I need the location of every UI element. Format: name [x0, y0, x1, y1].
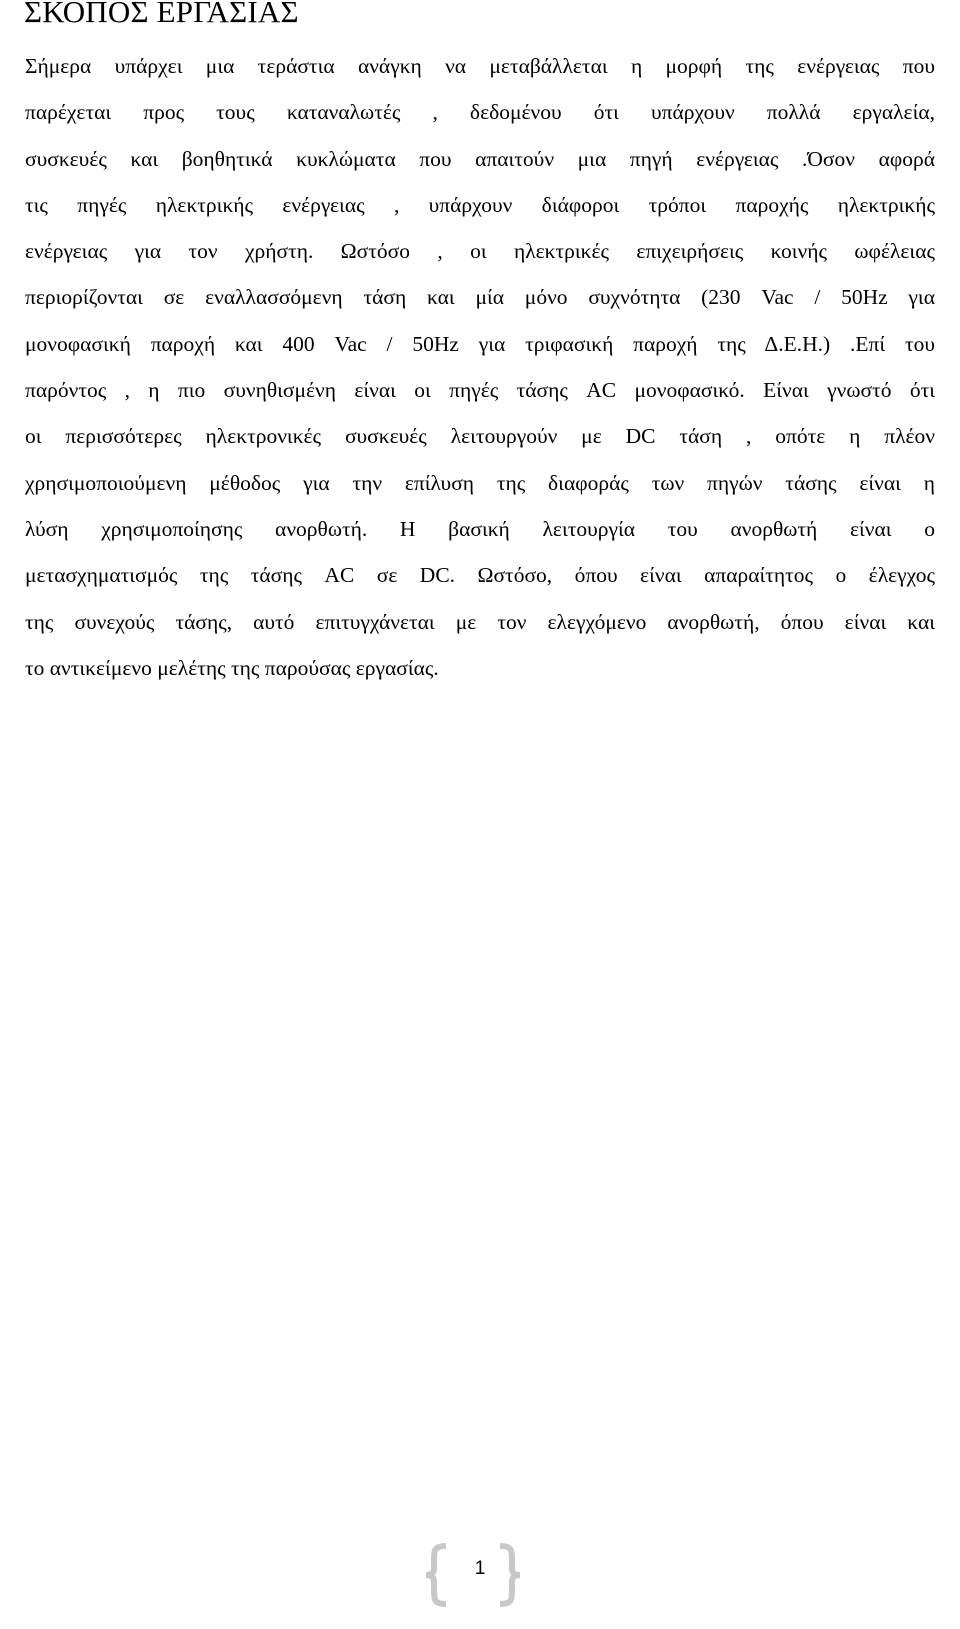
paragraph-line: Σήμερα υπάρχει μια τεράστια ανάγκη να μεταβάλλεται η μορφή της ενέργειας που [25, 54, 935, 78]
body-paragraph [25, 43, 935, 691]
paragraph-line: μετασχηματισμός της τάσης AC σε DC. Ωστόσο, όπου είναι απαραίτητος ο έλεγχος [25, 563, 935, 588]
paragraph-line: ενέργειας για τον χρήστη. Ωστόσο , οι ηλεκτρικές επιχειρήσεις κοινής ωφέλειας [25, 239, 935, 264]
paragraph-line: παρόντος , η πιο συνηθισμένη είναι οι πηγές τάσης AC μονοφασικό. Είναι γνωστό ότι [25, 378, 935, 403]
paragraph-line: χρησιμοποιούμενη μέθοδος για την επίλυση της διαφοράς των πηγών τάσης είναι η [25, 470, 935, 495]
paragraph-line: παρέχεται προς τους καταναλωτές , δεδομένου ότι υπάρχουν πολλά εργαλεία, [25, 100, 935, 125]
page-number: 1 [474, 1558, 486, 1579]
paragraph-line: τις πηγές ηλεκτρικής ενέργειας , υπάρχουν διάφοροι τρόποι παροχής ηλεκτρικής [25, 192, 935, 217]
paragraph-line: συσκευές και βοηθητικά κυκλώματα που απαιτούν μια πηγή ενέργειας .Όσον αφορά [25, 146, 935, 171]
paragraph-line: περιορίζονται σε εναλλασσόμενη τάση και μία μόνο συχνότητα (230 Vac / 50Hz για [25, 285, 935, 310]
paragraph-line: το αντικείμενο μελέτης της παρούσας εργασίας. [25, 655, 439, 680]
paragraph-line: λύση χρησιμοποίησης ανορθωτή. Η βασική λειτουργία του ανορθωτή είναι ο [25, 516, 935, 541]
paragraph-line: της συνεχούς τάσης, αυτό επιτυγχάνεται με τον ελεγχόμενο ανορθωτή, όπου είναι και [25, 609, 935, 634]
paragraph-line: μονοφασική παροχή και 400 Vac / 50Hz για τριφασική παροχή της Δ.Ε.Η.) .Επί του [25, 331, 935, 356]
section-heading: ΣΚΟΠΟΣ ΕΡΓΑΣΙΑΣ [24, 0, 299, 29]
paragraph-line: οι περισσότερες ηλεκτρονικές συσκευές λειτουργούν με DC τάση , οπότε η πλέον [25, 424, 935, 449]
page-footer [0, 1540, 960, 1610]
right-curly-brace-icon [496, 1540, 556, 1610]
